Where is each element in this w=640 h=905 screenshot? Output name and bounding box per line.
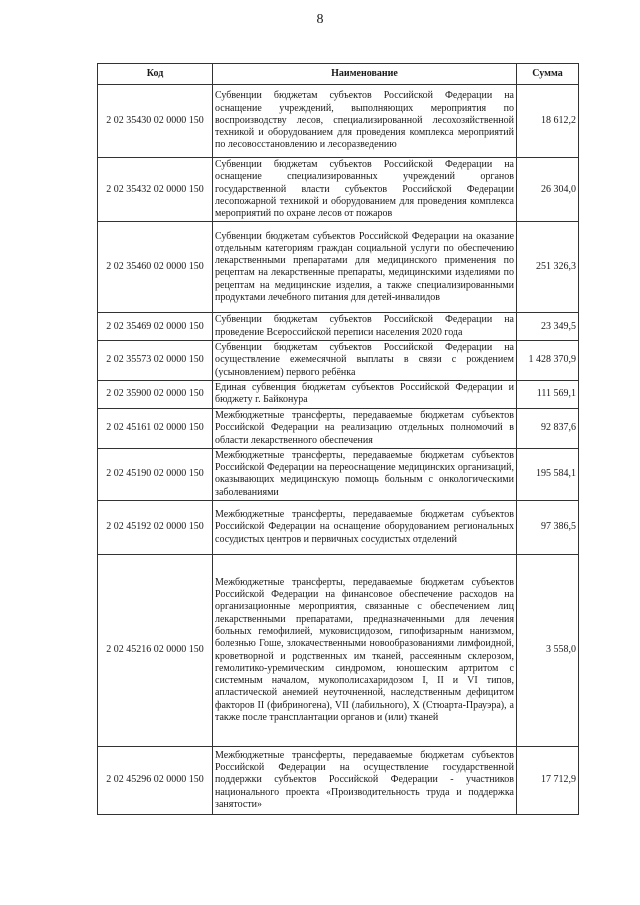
table-row <box>98 501 579 555</box>
row-name: Межбюджетные трансферты, передаваемые бюджетам субъектов Российской Федерации на реализацию отдельных полномочий в области лекарственного обеспечения <box>213 408 517 448</box>
row-sum: 251 326,3 <box>517 222 579 313</box>
row-code: 2 02 45216 02 0000 150 <box>98 555 213 747</box>
row-code: 2 02 35573 02 0000 150 <box>98 341 213 381</box>
table-header-row <box>98 64 579 85</box>
budget-table <box>97 63 579 815</box>
table-row <box>98 408 579 448</box>
table-row <box>98 380 579 408</box>
table-row <box>98 555 579 747</box>
row-code: 2 02 35469 02 0000 150 <box>98 313 213 341</box>
header-sum: Сумма <box>517 64 579 85</box>
row-name: Субвенции бюджетам субъектов Российской Федерации на осуществление ежемесячной выплаты в связи с рождением (усыновлением) первого ребёнка <box>213 341 517 381</box>
row-code: 2 02 45161 02 0000 150 <box>98 408 213 448</box>
table-row <box>98 747 579 815</box>
row-code: 2 02 35432 02 0000 150 <box>98 158 213 222</box>
table-row <box>98 158 579 222</box>
row-code: 2 02 35900 02 0000 150 <box>98 380 213 408</box>
row-sum: 111 569,1 <box>517 380 579 408</box>
row-sum: 92 837,6 <box>517 408 579 448</box>
row-name: Субвенции бюджетам субъектов Российской Федерации на оснащение специализированных учреждений органов государственной власти субъектов Российской Федерации лесопожарной техникой и оборудованием для проведения комплекса мероприятий по охране лесов от пожаров <box>213 158 517 222</box>
row-sum: 23 349,5 <box>517 313 579 341</box>
row-name: Межбюджетные трансферты, передаваемые бюджетам субъектов Российской Федерации на осуществление государственной поддержки субъектов Российской Федерации - участников национального проекта «Производительность труда и поддержка занятости» <box>213 747 517 815</box>
table-row <box>98 341 579 381</box>
header-name: Наименование <box>213 64 517 85</box>
row-name: Межбюджетные трансферты, передаваемые бюджетам субъектов Российской Федерации на финансовое обеспечение расходов на организационные мероприятия, связанные с обеспечением лиц лекарственными препаратами, предназначенными для лечения больных гемофилией, муковисцидозом, гипофизарным нанизмом, болезнью Гоше, злокачественными новообразованиями лимфоидной, кроветворной и родственных им тканей, рассеянным склерозом, гемолитико-уремическим синдромом, юношеским артритом с системным началом, мукополисахаридозом I, II и VI типов, апластической анемией неуточненной, наследственным дефицитом факторов II (фибриногена), VII (лабильного), X (Стюарта-Прауэра), а также после трансплантации органов и (или) тканей <box>213 555 517 747</box>
row-code: 2 02 45192 02 0000 150 <box>98 501 213 555</box>
row-sum: 26 304,0 <box>517 158 579 222</box>
table-row <box>98 222 579 313</box>
table-row <box>98 85 579 158</box>
row-sum: 97 386,5 <box>517 501 579 555</box>
row-name: Субвенции бюджетам субъектов Российской Федерации на проведение Всероссийской переписи населения 2020 года <box>213 313 517 341</box>
row-sum: 18 612,2 <box>517 85 579 158</box>
row-code: 2 02 45190 02 0000 150 <box>98 448 213 500</box>
header-code: Код <box>98 64 213 85</box>
row-sum: 17 712,9 <box>517 747 579 815</box>
page-number: 8 <box>316 12 324 27</box>
row-name: Межбюджетные трансферты, передаваемые бюджетам субъектов Российской Федерации на оснащение оборудованием региональных сосудистых центров и первичных сосудистых отделений <box>213 501 517 555</box>
table-row <box>98 313 579 341</box>
row-code: 2 02 45296 02 0000 150 <box>98 747 213 815</box>
row-code: 2 02 35460 02 0000 150 <box>98 222 213 313</box>
row-sum: 1 428 370,9 <box>517 341 579 381</box>
row-sum: 195 584,1 <box>517 448 579 500</box>
row-name: Субвенции бюджетам субъектов Российской Федерации на оказание отдельным категориям граждан социальной услуги по обеспечению лекарственными препаратами для медицинского применения по рецептам на лекарственные препараты, медицинскими изделиями по рецептам на медицинские изделия, а также специализированными продуктами лечебного питания для детей-инвалидов <box>213 222 517 313</box>
row-sum: 3 558,0 <box>517 555 579 747</box>
table-row <box>98 448 579 500</box>
row-name: Единая субвенция бюджетам субъектов Российской Федерации и бюджету г. Байконура <box>213 380 517 408</box>
row-name: Межбюджетные трансферты, передаваемые бюджетам субъектов Российской Федерации на переоснащение медицинских организаций, оказывающих медицинскую помощь больным с онкологическими заболеваниями <box>213 448 517 500</box>
row-name: Субвенции бюджетам субъектов Российской Федерации на оснащение учреждений, выполняющих мероприятия по воспроизводству лесов, специализированной лесохозяйственной техникой и оборудованием для проведения комплекса мероприятий по лесовосстановлению и лесоразведению <box>213 85 517 158</box>
row-code: 2 02 35430 02 0000 150 <box>98 85 213 158</box>
